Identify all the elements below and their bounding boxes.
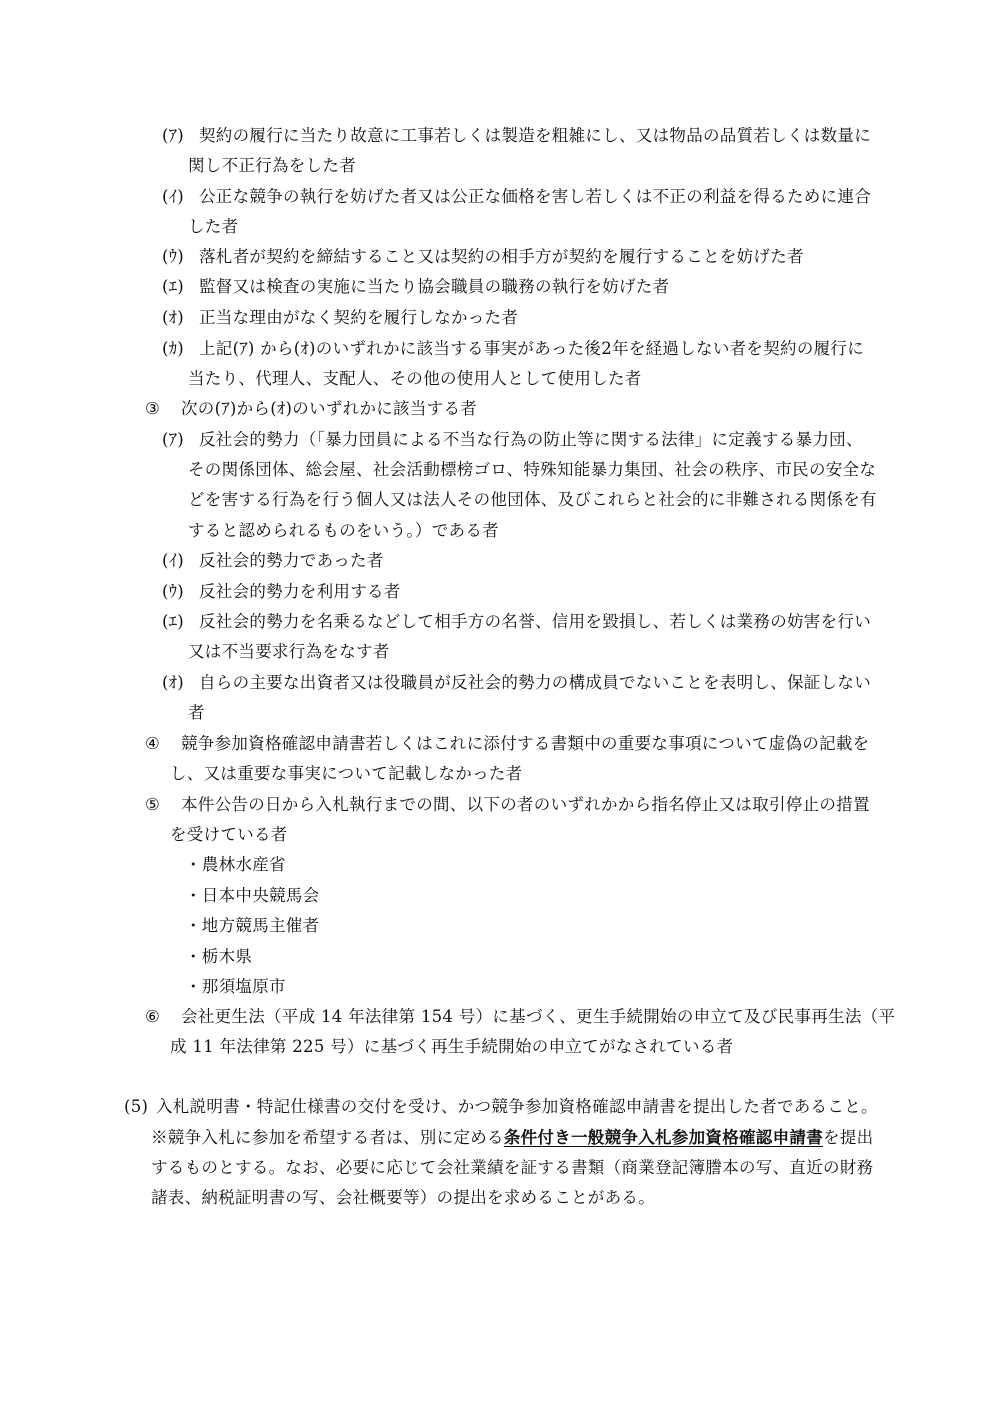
item-text: 本件公告の日から入札執行までの間、以下の者のいずれかから指名停止又は取引停止の措置 bbox=[181, 795, 870, 814]
item-label: (ｵ) bbox=[162, 308, 185, 327]
item-text: 自らの主要な出資者又は役職員が反社会的勢力の構成員でないことを表明し、保証しない bbox=[199, 673, 871, 692]
numbered-item-continuation: を受けている者 bbox=[170, 825, 288, 844]
item-text: 監督又は検査の実施に当たり協会職員の職務の執行を妨げた者 bbox=[199, 277, 670, 296]
item-label: (ｱ) bbox=[162, 430, 185, 449]
list-item-continuation: 者 bbox=[188, 703, 205, 722]
item-text: 公正な競争の執行を妨げた者又は公正な価格を害し若しくは不正の利益を得るために連合 bbox=[199, 187, 871, 206]
section-note-continuation: 諸表、納税証明書の写、会社概要等）の提出を求めることがある。 bbox=[151, 1188, 655, 1207]
list-item bbox=[162, 187, 871, 207]
bullet-item: ・栃木県 bbox=[185, 947, 253, 966]
item-number: ⑥ bbox=[145, 1007, 161, 1026]
list-item-continuation: どを害する行為を行う個人又は法人その他団体、及びこれらと社会的に非難される関係を有 bbox=[188, 490, 877, 509]
list-item bbox=[162, 247, 804, 267]
list-item bbox=[162, 673, 871, 693]
item-text: 落札者が契約を締結すること又は契約の相手方が契約を履行することを妨げた者 bbox=[199, 247, 804, 266]
list-item-continuation: 又は不当要求行為をなす者 bbox=[188, 642, 390, 661]
item-number: ⑤ bbox=[145, 795, 161, 814]
bullet-item: ・日本中央競馬会 bbox=[185, 886, 320, 905]
item-label: (ｲ) bbox=[162, 551, 185, 570]
item-text: 競争参加資格確認申請書若しくはこれに添付する書類中の重要な事項について虚偽の記載を bbox=[181, 734, 870, 753]
numbered-item bbox=[145, 399, 477, 419]
section-note bbox=[151, 1128, 873, 1148]
item-text: 会社更生法（平成 14 年法律第 154 号）に基づく、更生手続開始の申立て及び民事再生法（平 bbox=[181, 1007, 896, 1026]
list-item-continuation: 関し不正行為をした者 bbox=[188, 156, 356, 175]
list-item-continuation: 当たり、代理人、支配人、その他の使用人として使用した者 bbox=[188, 369, 642, 388]
bullet-item: ・農林水産省 bbox=[185, 855, 286, 874]
numbered-item-continuation: し、又は重要な事実について記載しなかった者 bbox=[170, 764, 523, 783]
numbered-item-continuation: 成 11 年法律第 225 号）に基づく再生手続開始の申立てがなされている者 bbox=[170, 1037, 734, 1056]
item-text: 反社会的勢力であった者 bbox=[199, 551, 384, 570]
list-item-continuation: すると認められるものをいう。）である者 bbox=[188, 521, 499, 540]
section-heading bbox=[124, 1097, 878, 1117]
item-label: (ｱ) bbox=[162, 126, 185, 145]
item-text: 契約の履行に当たり故意に工事若しくは製造を粗雑にし、又は物品の品質若しくは数量に bbox=[199, 126, 871, 145]
bullet-item: ・地方競馬主催者 bbox=[185, 916, 320, 935]
list-item bbox=[162, 339, 864, 359]
list-item bbox=[162, 308, 518, 328]
bullet-item: ・那須塩原市 bbox=[185, 977, 286, 996]
note-prefix: ※競争入札に参加を希望する者は、別に定める bbox=[151, 1128, 504, 1147]
item-text: 反社会的勢力を利用する者 bbox=[199, 582, 401, 601]
item-text: 正当な理由がなく契約を履行しなかった者 bbox=[199, 308, 519, 327]
item-number: ③ bbox=[145, 399, 161, 418]
list-item bbox=[162, 126, 871, 146]
item-label: (ｳ) bbox=[162, 247, 185, 266]
list-item bbox=[162, 551, 384, 571]
section-note-continuation: するものとする。なお、必要に応じて会社業績を証する書類（商業登記簿謄本の写、直近の財務 bbox=[151, 1158, 874, 1177]
list-item bbox=[162, 582, 401, 602]
item-label: (ｵ) bbox=[162, 673, 185, 692]
item-text: 上記(ｱ) から(ｵ)のいずれかに該当する事実があった後2年を経過しない者を契約の履行に bbox=[199, 339, 865, 358]
section-text: 入札説明書・特記仕様書の交付を受け、かつ競争参加資格確認申請書を提出した者であること。 bbox=[156, 1097, 878, 1116]
list-item-continuation: した者 bbox=[188, 217, 239, 236]
list-item bbox=[162, 277, 669, 297]
item-label: (ｴ) bbox=[162, 612, 185, 631]
list-item bbox=[162, 612, 871, 632]
application-form-name: 条件付き一般競争入札参加資格確認申請書 bbox=[503, 1128, 824, 1147]
numbered-item bbox=[145, 734, 869, 754]
item-label: (ｶ) bbox=[162, 339, 185, 358]
item-text: 反社会的勢力（「暴力団員による不当な行為の防止等に関する法律」に定義する暴力団、 bbox=[199, 430, 863, 449]
item-text: 反社会的勢力を名乗るなどして相手方の名誉、信用を毀損し、若しくは業務の妨害を行い bbox=[199, 612, 871, 631]
item-label: (ｲ) bbox=[162, 187, 185, 206]
section-number: (5) bbox=[124, 1097, 149, 1116]
item-label: (ｴ) bbox=[162, 277, 185, 296]
note-suffix: を提出 bbox=[823, 1128, 874, 1147]
item-label: (ｳ) bbox=[162, 582, 185, 601]
item-number: ④ bbox=[145, 734, 161, 753]
numbered-item bbox=[145, 795, 870, 815]
list-item-continuation: その関係団体、総会屋、社会活動標榜ゴロ、特殊知能暴力集団、社会の秩序、市民の安全な bbox=[188, 460, 877, 479]
item-text: 次の(ｱ)から(ｵ)のいずれかに該当する者 bbox=[181, 399, 478, 418]
list-item bbox=[162, 430, 863, 450]
numbered-item bbox=[145, 1007, 895, 1027]
